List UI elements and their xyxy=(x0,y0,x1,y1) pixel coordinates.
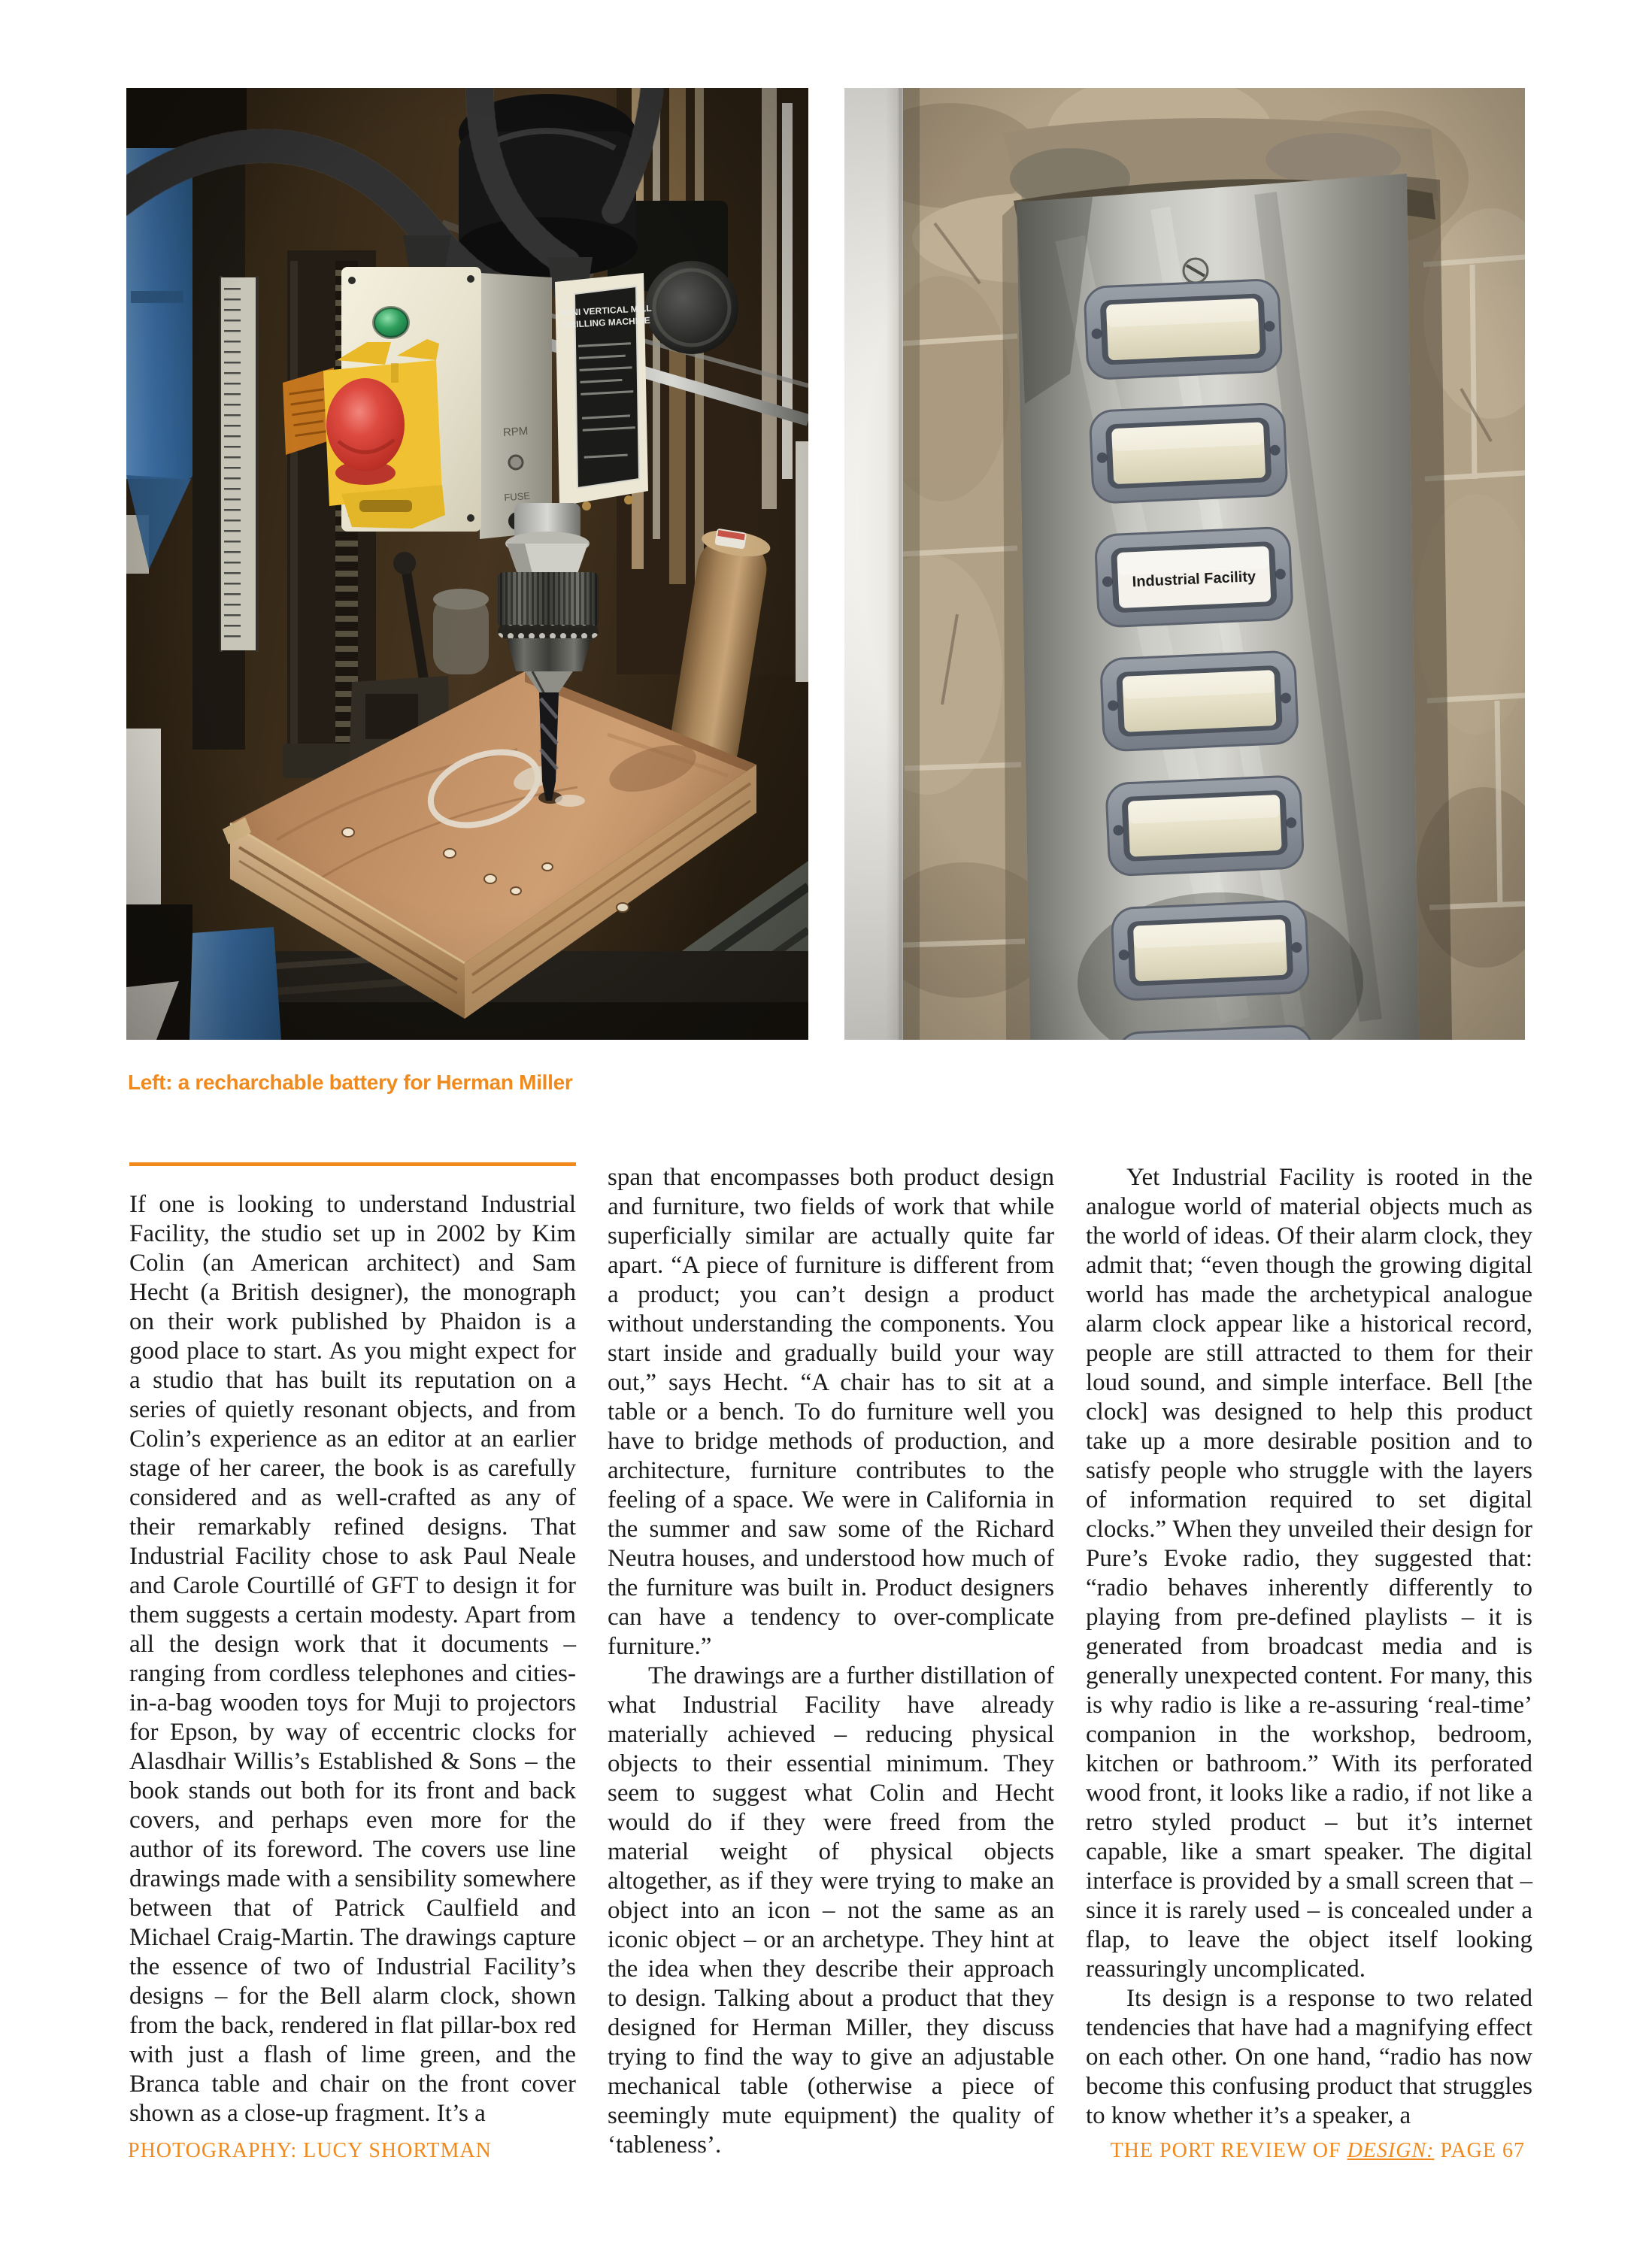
photo-caption: Left: a recharchable battery for Herman Miller xyxy=(128,1071,573,1094)
footer-prefix: THE PORT REVIEW OF xyxy=(1110,2139,1347,2162)
page-footer xyxy=(1111,2139,1525,2163)
article-column-2 xyxy=(608,1163,1054,2160)
photo-drill-press xyxy=(126,88,808,1040)
paragraph: The drawings are a further distillation of what Industrial Facility have already materially achieved – reducing physical objects to their essential minimum. They seem to suggest what Colin and Hecht would do if they were freed from the material weight of physical objects altogether, as if they were trying to make an object into an icon – not the same as an iconic object – or an archetype. They hint at the idea when they describe their approach to design. Talking about a product that they designed for Herman Miller, they discuss trying to find the way to give an adjustable mechanical table (otherwise a piece of seemingly mute equipment) the quality of ‘tableness’. xyxy=(608,1662,1054,2159)
photography-credit: PHOTOGRAPHY: LUCY SHORTMAN xyxy=(128,2139,492,2162)
footer-publication: DESIGN: xyxy=(1347,2139,1435,2162)
article-column-1 xyxy=(129,1190,576,2128)
paragraph: span that encompasses both product design and furniture, two fields of work that while superficially similar are actually quite far apart. “A piece of furniture is different from a product; you can’t design a product without understanding the components. You start inside and gradually build your way out,” says Hecht. “A chair has to sit at a table or a bench. To do furniture well you have to bridge methods of production, and architecture, furniture contributes to the feeling of a space. We were in California in the summer and saw some of the Richard Neutra houses, and understood how much of the furniture was built in. Product designers can have a tendency to over-complicate furniture.” xyxy=(608,1164,1054,1660)
doorbell-panel-illustration xyxy=(844,88,1525,1040)
footer-suffix: PAGE 67 xyxy=(1434,2139,1525,2162)
photo-doorbell-panel xyxy=(844,88,1525,1040)
article-column-3 xyxy=(1086,1163,1532,2131)
paragraph: If one is looking to understand Industrial Facility, the studio set up in 2002 by Kim Colin (an American architect) and Sam Hecht (a British designer), the monograph on their work published by Phaidon is a good place to start. As you might expect for a studio that has built its reputation on a series of quietly resonant objects, and from Colin’s experience as an editor at an earlier stage of her career, the book is as carefully considered and as well-crafted as any of their remarkably refined designs. That Industrial Facility chose to ask Paul Neale and Carole Courtillé of GFT to design it for them suggests a certain modesty. Apart from all the design work that it documents – ranging from cordless telephones and cities-in-a-bag wooden toys for Muji to projectors for Epson, by way of eccentric clocks for Alasdhair Willis’s Established & Sons – the book stands out both for its front and back covers, and perhaps even more for the author of its foreword. The covers use line drawings made with a sensibility somewhere between that of Patrick Caulfield and Michael Craig-Martin. The drawings capture the essence of two of Industrial Facility’s designs – for the Bell alarm clock, shown from the back, rendered in flat pillar-box red with just a flash of lime green, and the Branca table and chair on the front cover shown as a close-up fragment. It’s a xyxy=(129,1191,576,2127)
drill-press-illustration xyxy=(126,88,808,1040)
paragraph: Yet Industrial Facility is rooted in the analogue world of material objects much as the world of ideas. Of their alarm clock, they admit that; “even though the growing digital world has made the archetypical analogue alarm clock appear like a historical record, people are still attracted to them for their loud sound, and simple interface. Bell [the clock] was designed to help this product take up a more desirable position and to satisfy people who struggle with the layers of information required to set digital clocks.” When they unveiled their design for Pure’s Evoke radio, they suggested that: “radio behaves inherently differently to playing from pre-defined playlists – it is generated from broadcast media and is generally unexpected content. For many, this is why radio is like a re-assuring ‘real-time’ companion in the workshop, bedroom, kitchen or bathroom.” With its perforated wood front, it looks like a radio, if not like a retro styled product – but it’s internet capable, like a smart speaker. The digital interface is provided by a small screen that – since it is rarely used – is concealed under a flap, to leave the object itself looking reassuringly uncomplicated. xyxy=(1086,1164,1532,1983)
paragraph: Its design is a response to two related tendencies that have had a magnifying effect on each other. On one hand, “radio has now become this confusing product that struggles to know whether it’s a speaker, a xyxy=(1086,1985,1532,2129)
section-rule xyxy=(129,1162,576,1166)
